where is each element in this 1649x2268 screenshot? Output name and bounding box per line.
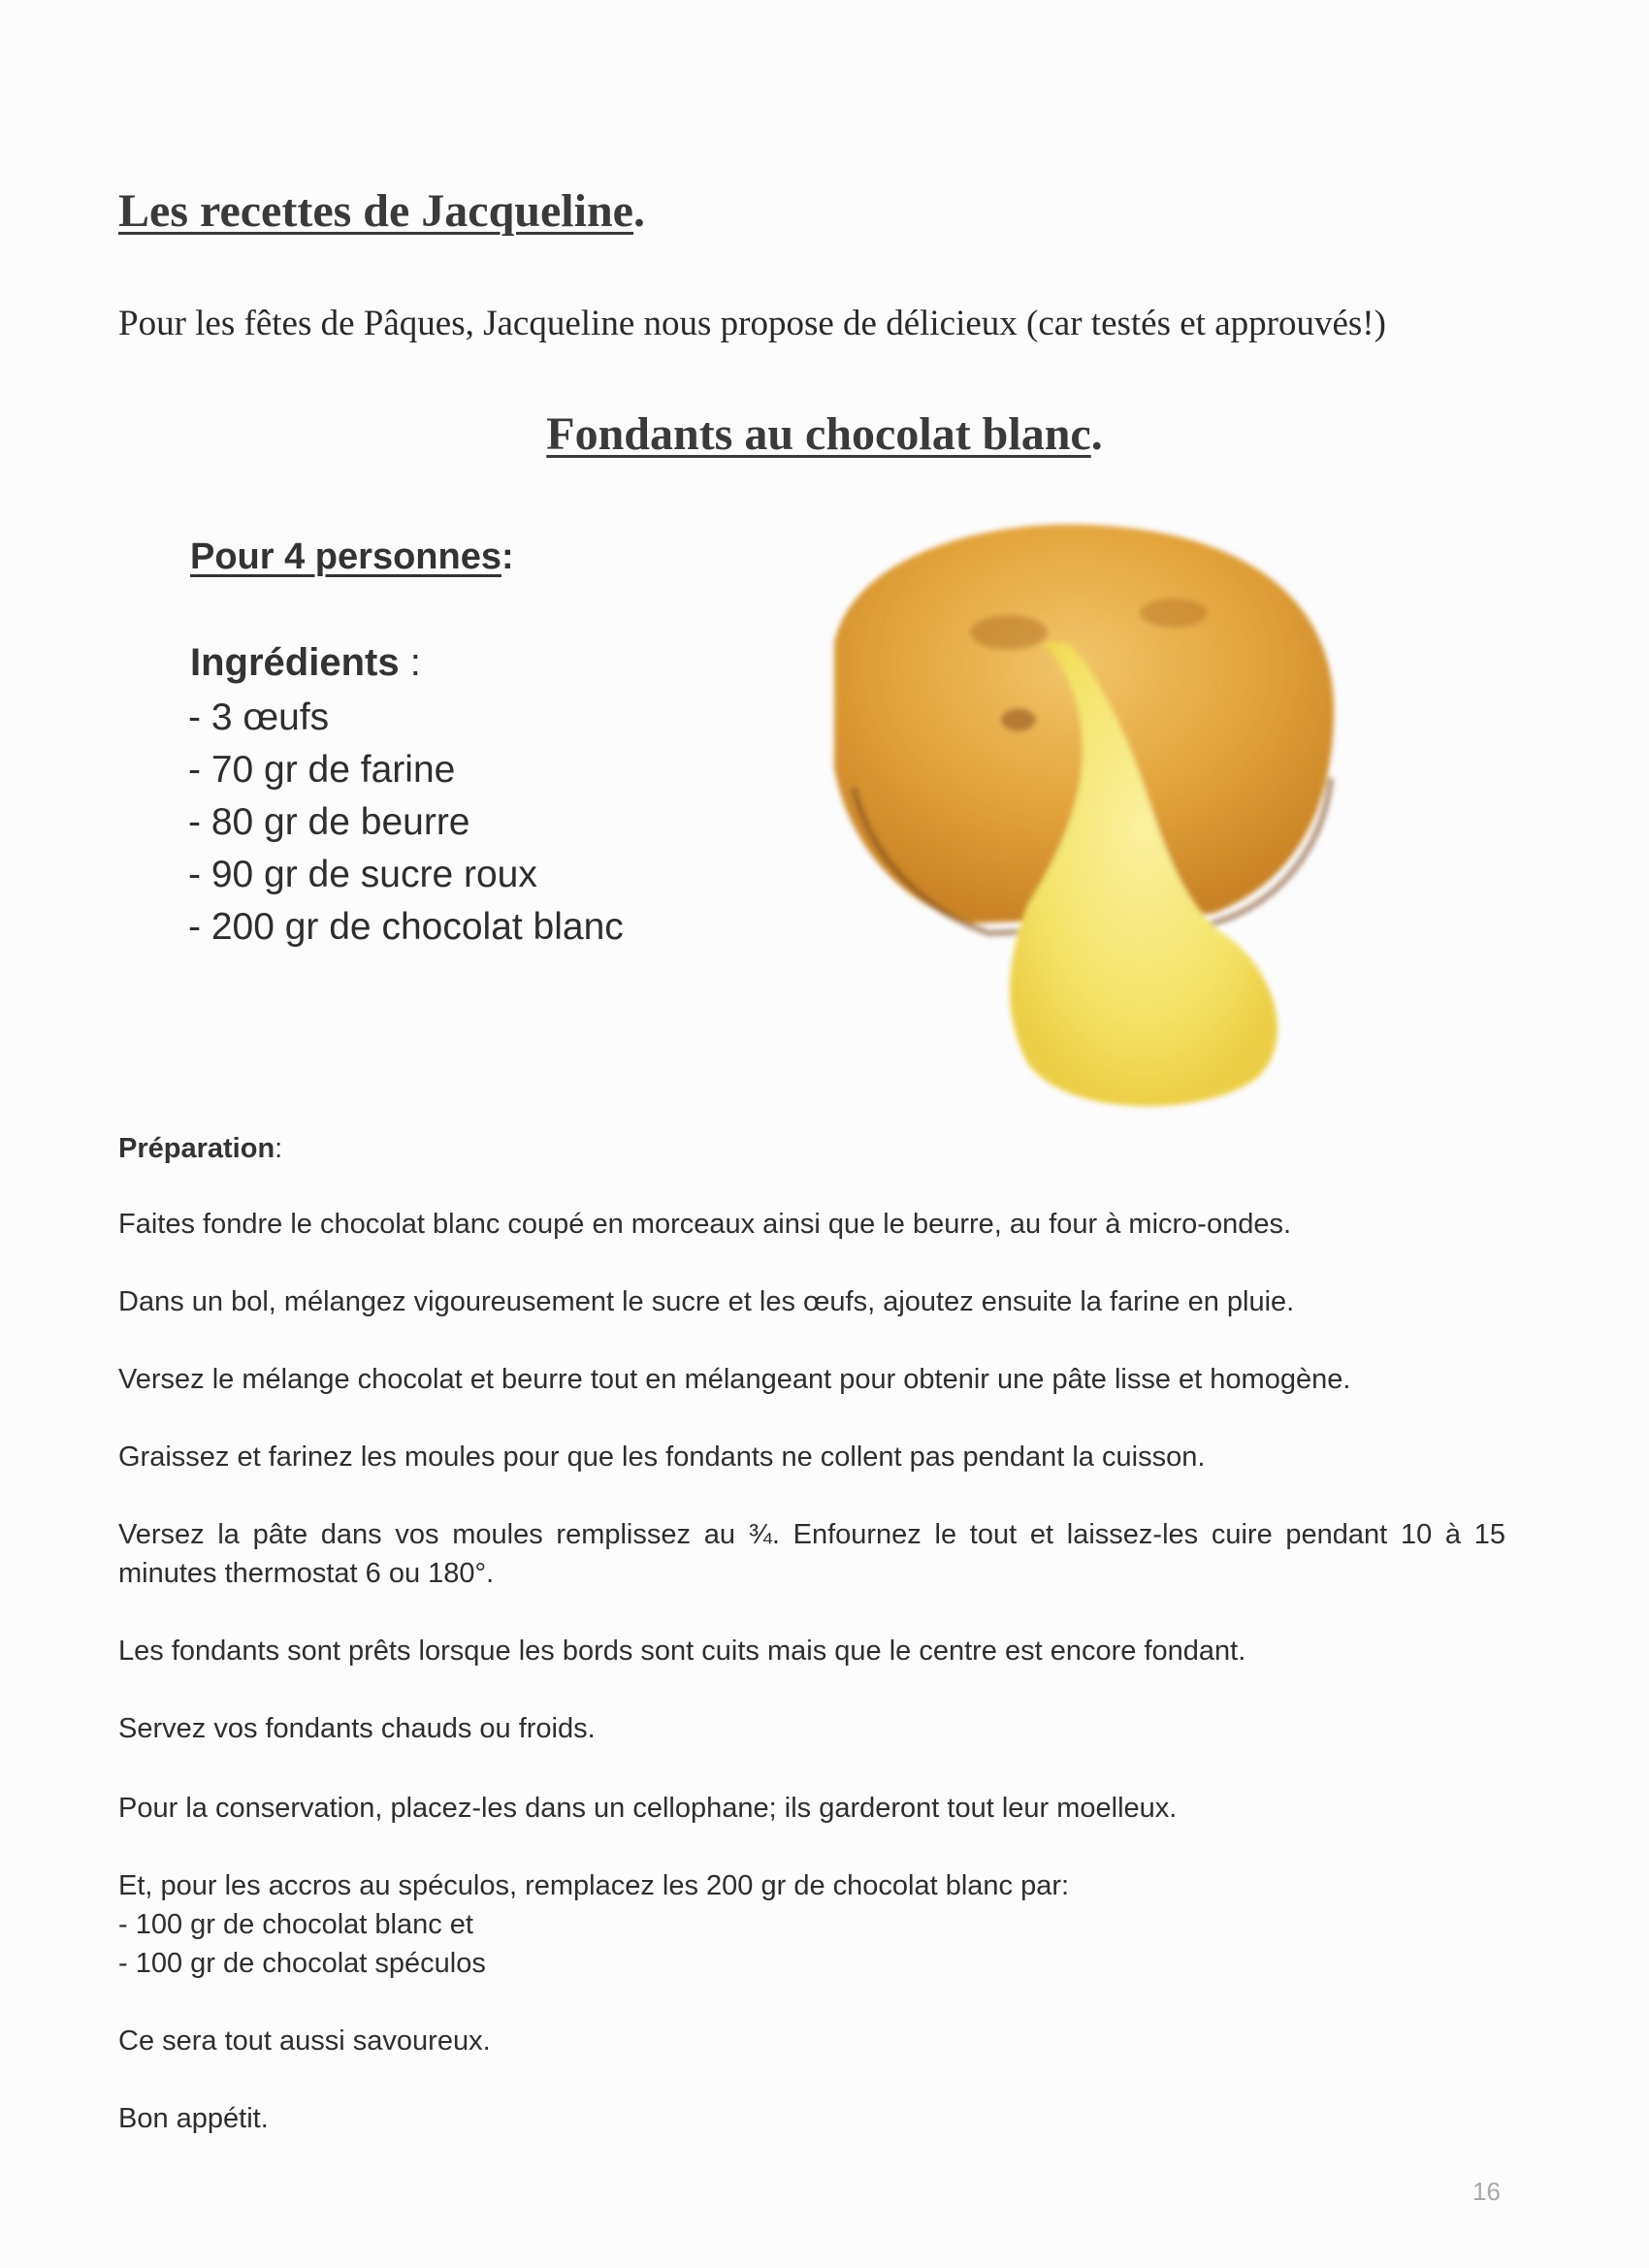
ingredient-item: - 90 gr de sucre roux bbox=[188, 854, 537, 895]
page-title bbox=[118, 184, 645, 238]
step-serve: Servez vos fondants chauds ou froids. bbox=[118, 1713, 596, 1744]
step-mix: Dans un bol, mélangez vigoureusement le sucre et les œufs, ajoutez ensuite la farine en pluie. bbox=[118, 1286, 1295, 1317]
servings-colon: : bbox=[501, 536, 514, 577]
recipe-title-text: Fondants au chocolat blanc bbox=[546, 408, 1091, 460]
variant-item: - 100 gr de chocolat blanc et bbox=[118, 1909, 473, 1940]
ingredient-item: - 80 gr de beurre bbox=[188, 801, 470, 843]
intro-text: Pour les fêtes de Pâques, Jacqueline nous propose de délicieux (car testés et approuvés!) bbox=[118, 304, 1386, 343]
step-melt: Faites fondre le chocolat blanc coupé en morceaux ainsi que le beurre, au four à micro-ondes. bbox=[118, 1209, 1292, 1240]
step-grease: Graissez et farinez les moules pour que les fondants ne collent pas pendant la cuisson. bbox=[118, 1442, 1206, 1473]
page-number: 16 bbox=[1472, 2177, 1501, 2206]
servings-text: Pour 4 personnes bbox=[190, 536, 501, 577]
variant-intro: Et, pour les accros au spéculos, remplacez les 200 gr de chocolat blanc par: bbox=[118, 1870, 1070, 1901]
ingredient-item: - 70 gr de farine bbox=[188, 749, 456, 791]
ingredients-heading bbox=[190, 641, 421, 685]
step-ready: Les fondants sont prêts lorsque les bords sont cuits mais que le centre est encore fondant. bbox=[118, 1636, 1246, 1667]
ingredient-item: - 3 œufs bbox=[188, 697, 330, 738]
cake-photo-icon bbox=[795, 497, 1358, 1127]
step-storage: Pour la conservation, placez-les dans un cellophane; ils garderont tout leur moelleux. bbox=[118, 1793, 1178, 1824]
preparation-heading-text: Préparation bbox=[118, 1133, 275, 1164]
bon-appetit: Bon appétit. bbox=[118, 2103, 269, 2134]
recipe-title-period: . bbox=[1090, 408, 1103, 460]
preparation-heading-colon: : bbox=[275, 1133, 283, 1164]
page-title-text: Les recettes de Jacqueline bbox=[118, 185, 633, 237]
preparation-heading bbox=[118, 1133, 282, 1165]
recipe-title bbox=[0, 407, 1649, 461]
ingredient-item: - 200 gr de chocolat blanc bbox=[188, 906, 624, 948]
step-combine: Versez le mélange chocolat et beurre tout en mélangeant pour obtenir une pâte lisse et homogène. bbox=[118, 1364, 1351, 1395]
page-title-period: . bbox=[632, 185, 645, 237]
closing-note: Ce sera tout aussi savoureux. bbox=[118, 2025, 491, 2057]
ingredients-heading-text: Ingrédients bbox=[190, 641, 400, 684]
step-bake: Versez la pâte dans vos moules remplissez au ¾. Enfournez le tout et laissez-les cuire pendant 10 à 15 minutes thermostat 6 ou 180°. bbox=[118, 1519, 1505, 1589]
servings-heading bbox=[190, 536, 514, 578]
ingredients-list bbox=[188, 692, 624, 954]
ingredients-heading-colon: : bbox=[399, 641, 421, 684]
variant-item: - 100 gr de chocolat spéculos bbox=[118, 1948, 486, 1979]
